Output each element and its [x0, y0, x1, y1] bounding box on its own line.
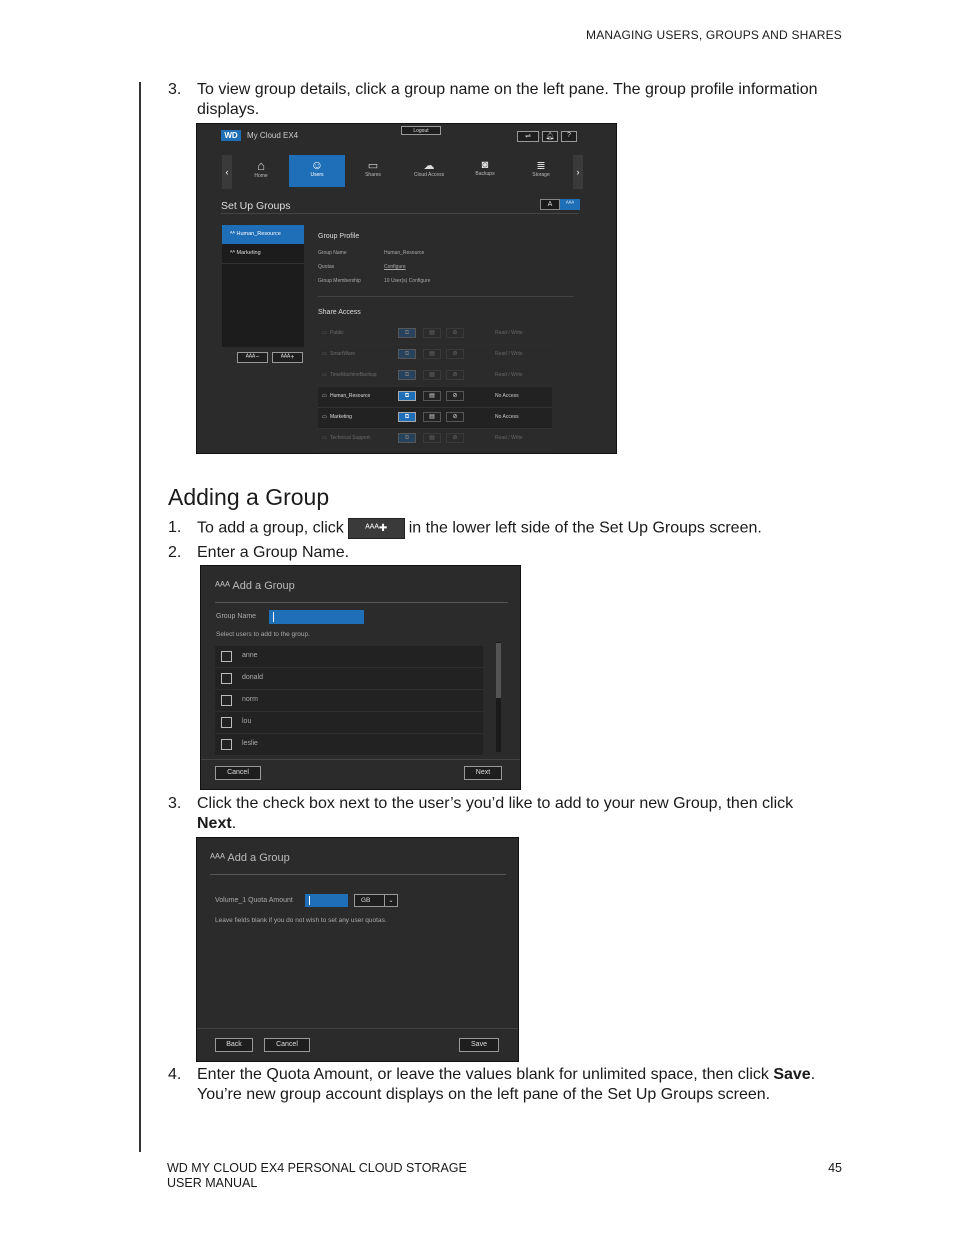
quota-hint: Leave fields blank if you do not wish to set any user quotas. — [215, 917, 387, 924]
home-icon: ⌂ — [257, 158, 265, 173]
read-write-toggle[interactable]: ⧉ — [398, 370, 416, 380]
step-text: Enter a Group Name. — [197, 544, 350, 561]
bell-icon[interactable]: 🔔︎ — [542, 131, 558, 142]
quota-label: Volume_1 Quota Amount — [215, 897, 293, 904]
back-button[interactable]: Back — [215, 1038, 253, 1052]
group-icon: ᴬᴬᴬ — [210, 852, 228, 864]
nav-shares[interactable]: ▭ Shares — [345, 155, 401, 187]
running-header: MANAGING USERS, GROUPS AND SHARES — [586, 28, 842, 42]
access-level: Read / Write — [495, 351, 523, 357]
logout-button[interactable] — [401, 126, 441, 135]
group-name-input[interactable] — [269, 610, 364, 624]
cloud-icon: ☁ — [423, 160, 435, 172]
access-level: Read / Write — [495, 372, 523, 378]
share-row — [318, 345, 552, 366]
divider — [201, 759, 521, 760]
folder-icon: ▭ — [322, 372, 327, 378]
group-item-marketing[interactable]: ᴬᴬ Marketing — [222, 244, 304, 264]
users-icon: ☺ — [310, 158, 324, 172]
user-checkbox[interactable] — [221, 651, 232, 662]
main-nav — [233, 155, 573, 189]
step-number: 3. — [168, 81, 182, 98]
nav-cloud-access[interactable]: ☁ Cloud Access — [401, 155, 457, 187]
user-list-item — [215, 646, 483, 668]
nav-prev-arrow[interactable]: ‹ — [222, 155, 232, 189]
group-icon: ᴬᴬᴬ — [215, 580, 233, 592]
step-text: Next. — [197, 815, 237, 832]
section-heading: Adding a Group — [168, 484, 330, 510]
text-cursor — [309, 896, 310, 905]
dialog-title: ᴬᴬᴬ Add a Group — [215, 580, 295, 592]
scrollbar-thumb[interactable] — [496, 643, 501, 698]
step-number: 3. — [168, 795, 182, 812]
cancel-button[interactable]: Cancel — [215, 766, 261, 780]
usb-icon[interactable]: ⇌ — [517, 131, 539, 142]
user-name: anne — [242, 652, 258, 659]
divider — [210, 874, 506, 875]
read-only-toggle[interactable]: ▤ — [423, 370, 441, 380]
divider — [197, 1028, 519, 1029]
membership-configure-link[interactable]: 10 User(s) Configure — [384, 278, 431, 284]
single-user-icon[interactable]: A — [540, 199, 560, 210]
user-name: lou — [242, 718, 252, 725]
folder-icon: ▭ — [322, 351, 327, 357]
nav-storage[interactable]: ≣ Storage — [513, 155, 569, 187]
logout-label: Logout — [413, 128, 429, 134]
profile-label: Group Name — [318, 250, 347, 256]
dialog-title: ᴬᴬᴬ Add a Group — [210, 852, 290, 864]
product-name: My Cloud EX4 — [247, 131, 299, 140]
add-group-quota-screenshot — [196, 837, 519, 1062]
user-name: leslie — [242, 740, 258, 747]
user-name: norm — [242, 696, 258, 703]
divider — [318, 296, 574, 297]
setup-groups-screenshot — [196, 123, 617, 454]
group-icon: ᴬᴬ — [230, 250, 237, 256]
section-title: Set Up Groups — [221, 200, 291, 212]
divider — [215, 602, 508, 603]
text-cursor — [273, 612, 274, 622]
access-level: No Access — [495, 393, 519, 399]
folder-icon: ▭ — [322, 393, 327, 399]
share-row — [318, 324, 552, 345]
read-write-toggle[interactable]: ⧉ — [398, 349, 416, 359]
user-name: donald — [242, 674, 264, 681]
access-level: Read / Write — [495, 435, 523, 441]
folder-icon: ▭ — [322, 435, 327, 441]
share-row — [318, 408, 552, 429]
user-checkbox[interactable] — [221, 673, 232, 684]
read-write-toggle[interactable]: ⧉ — [398, 391, 416, 401]
share-name: Marketing — [330, 414, 352, 420]
group-profile-title: Group Profile — [318, 233, 360, 240]
share-name: SmartWare — [330, 351, 356, 357]
group-list — [222, 225, 304, 347]
step-text: Enter the Quota Amount, or leave the values blank for unlimited space, then click Save. — [197, 1066, 816, 1083]
storage-icon: ≣ — [536, 160, 546, 172]
read-write-toggle[interactable]: ⧉ — [398, 433, 416, 443]
add-group-dialog-screenshot — [200, 565, 521, 790]
step-text: Click the check box next to the user’s you’d like to add to your new Group, then click — [197, 795, 794, 812]
folder-icon: ▭ — [322, 330, 327, 336]
group-icon[interactable]: ᴬᴬᴬ — [560, 199, 580, 210]
access-level: No Access — [495, 414, 519, 420]
folder-icon: ▭ — [367, 160, 379, 172]
select-users-label: Select users to add to the group. — [216, 631, 310, 638]
access-level: Read / Write — [495, 330, 523, 336]
scrollbar[interactable] — [496, 642, 501, 752]
user-list-item — [215, 734, 483, 756]
read-only-toggle[interactable]: ▤ — [423, 412, 441, 422]
save-button[interactable]: Save — [459, 1038, 499, 1052]
add-group-button[interactable]: ᴬᴬᴬ+ — [272, 352, 303, 363]
step-text: You’re new group account displays on the left pane of the Set Up Groups screen. — [197, 1086, 771, 1103]
share-access-title: Share Access — [318, 309, 361, 316]
nav-backups[interactable]: ◙ Backups — [457, 155, 513, 187]
margin-rule — [139, 82, 141, 1152]
share-name: Human_Resource — [330, 393, 371, 399]
user-list-item — [215, 668, 483, 690]
chevron-down-icon: ⌄ — [384, 895, 397, 906]
deny-access-toggle[interactable]: ⊘ — [446, 391, 464, 401]
group-name-label: Group Name — [216, 613, 257, 620]
share-name: TimeMachineBackup — [330, 372, 377, 378]
quotas-configure-link[interactable]: Configure — [384, 264, 406, 270]
group-icon: ᴬᴬ — [230, 231, 237, 237]
next-button[interactable]: Next — [464, 766, 502, 780]
view-toggle[interactable] — [540, 199, 580, 210]
read-only-toggle[interactable]: ▤ — [423, 349, 441, 359]
step-number: 2. — [168, 544, 182, 561]
user-list — [215, 646, 483, 753]
deny-access-toggle[interactable]: ⊘ — [446, 412, 464, 422]
divider — [221, 213, 579, 214]
deny-access-toggle[interactable]: ⊘ — [446, 349, 464, 359]
add-group-button-image: ᴬᴬᴬ✚ — [348, 518, 405, 539]
step-number: 4. — [168, 1066, 182, 1083]
backup-icon: ◙ — [481, 159, 489, 171]
profile-value: Human_Resource — [384, 250, 425, 256]
share-row — [318, 366, 552, 387]
page-number: 45 — [828, 1161, 842, 1175]
user-checkbox[interactable] — [221, 739, 232, 750]
nav-users[interactable]: ☺ Users — [289, 155, 345, 187]
share-name: Technical Support — [330, 435, 370, 441]
deny-access-toggle[interactable]: ⊘ — [446, 433, 464, 443]
step-number: 1. — [168, 519, 182, 536]
deny-access-toggle[interactable]: ⊘ — [446, 328, 464, 338]
user-list-item — [215, 712, 483, 734]
delete-group-button[interactable]: ᴬᴬᴬ− — [237, 352, 268, 363]
read-only-toggle[interactable]: ▤ — [423, 433, 441, 443]
folder-icon: ▭ — [322, 414, 327, 420]
share-name: Public — [330, 330, 344, 336]
user-list-item — [215, 690, 483, 712]
wd-logo: WD — [221, 130, 241, 141]
read-only-toggle[interactable]: ▤ — [423, 391, 441, 401]
cancel-button[interactable]: Cancel — [264, 1038, 310, 1052]
unit-select[interactable]: GB ⌄ — [354, 894, 398, 907]
user-checkbox[interactable] — [221, 717, 232, 728]
nav-next-arrow[interactable]: › — [573, 155, 583, 189]
read-write-toggle[interactable]: ⧉ — [398, 328, 416, 338]
group-item-human-resource[interactable]: ᴬᴬ Human_Resource — [222, 225, 304, 244]
share-row — [318, 429, 552, 450]
profile-label: Group Membership — [318, 278, 361, 284]
footer-title: WD MY CLOUD EX4 PERSONAL CLOUD STORAGE USER MANUAL — [167, 1161, 467, 1190]
profile-label: Quotas — [318, 264, 335, 270]
read-write-toggle[interactable]: ⧉ — [398, 412, 416, 422]
step-text: displays. — [197, 101, 260, 118]
user-checkbox[interactable] — [221, 695, 232, 706]
deny-access-toggle[interactable]: ⊘ — [446, 370, 464, 380]
step-text: To view group details, click a group name on the left pane. The group profile information — [197, 81, 818, 98]
quota-amount-input[interactable] — [305, 894, 348, 907]
nav-home[interactable]: ⌂ Home — [233, 155, 289, 187]
step-text: To add a group, click ᴬᴬᴬ✚ in the lower left side of the Set Up Groups screen. — [197, 518, 762, 539]
read-only-toggle[interactable]: ▤ — [423, 328, 441, 338]
share-access-table — [318, 324, 552, 450]
help-icon[interactable]: ? — [561, 131, 577, 142]
share-row — [318, 387, 552, 408]
